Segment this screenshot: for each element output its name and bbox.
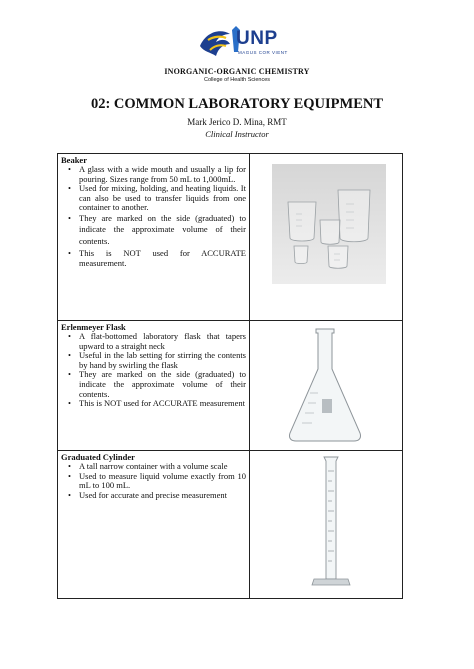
equipment-description: [58, 154, 250, 321]
logo-wordmark: UNP: [236, 28, 278, 49]
list-item: • They are marked on the side (graduated) to indicate the approximate volume of their contents.: [79, 213, 246, 248]
college-name: College of Health Sciences: [203, 77, 271, 83]
graduated-cylinder-image: [250, 451, 410, 597]
equipment-row-graduated-cylinder: [58, 451, 403, 599]
erlenmeyer-flask-image: [250, 321, 410, 449]
list-item: • Used to measure liquid volume exactly from 10 mL to 100 mL.: [79, 472, 246, 491]
bullet-list: [61, 165, 246, 269]
course-name: INORGANIC-ORGANIC CHEMISTRY: [164, 67, 310, 76]
equipment-description: [58, 321, 250, 451]
list-item: • A glass with a wide mouth and usually a lip for pouring. Sizes range from 50 mL to 1,000mL.: [79, 165, 246, 184]
list-item: • Used for mixing, holding, and heating liquids. It can also be used to transfer liquids from one container to another.: [79, 184, 246, 213]
author-name: Mark Jerico D. Mina, RMT: [187, 117, 287, 127]
list-item: • Useful in the lab setting for stirring the contents by hand by swirling the flask: [79, 351, 246, 370]
list-item: • This is NOT used for ACCURATE measurement: [79, 399, 246, 409]
list-item: • A tall narrow container with a volume scale: [79, 462, 246, 472]
equipment-table: [57, 153, 403, 599]
bullet-list: [61, 332, 246, 409]
list-item: • They are marked on the side (graduated) to indicate the approximate volume of their contents.: [79, 370, 246, 399]
author-role: Clinical Instructor: [205, 129, 269, 139]
department-header: [0, 67, 474, 83]
equipment-image-cell: [250, 451, 403, 599]
logo-tagline: MAGUS COR VIENT: [238, 50, 288, 55]
equipment-name: Beaker: [61, 155, 87, 165]
bullet-list: [61, 462, 246, 500]
list-item: • This is NOT used for ACCURATE measurement.: [79, 249, 246, 268]
equipment-image-cell: [250, 154, 403, 321]
list-item: • Used for accurate and precise measurement: [79, 491, 246, 501]
page-title: 02: COMMON LABORATORY EQUIPMENT: [90, 96, 384, 112]
equipment-name: Erlenmeyer Flask: [61, 322, 126, 332]
equipment-row-beaker: [58, 154, 403, 321]
beaker-image: [250, 154, 410, 319]
equipment-row-erlenmeyer: [58, 321, 403, 451]
equipment-image-cell: [250, 321, 403, 451]
equipment-description: [58, 451, 250, 599]
equipment-name: Graduated Cylinder: [61, 452, 135, 462]
list-item: • A flat-bottomed laboratory flask that tapers upward to a straight neck: [79, 332, 246, 351]
